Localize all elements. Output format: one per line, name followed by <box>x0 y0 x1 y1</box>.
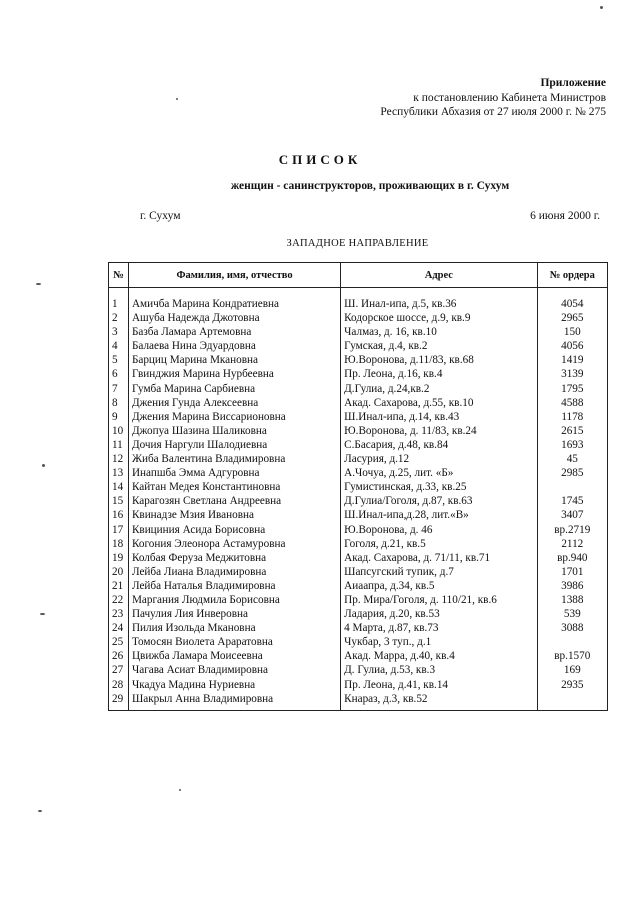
cell-order-number: 4588 <box>537 396 607 410</box>
spacer-cell <box>128 288 340 298</box>
table-row <box>109 396 608 410</box>
cell-order-number: 1693 <box>537 438 607 452</box>
document-title: СПИСОК <box>278 152 362 167</box>
cell-order-number <box>537 635 607 649</box>
cell-number: 15 <box>109 494 129 508</box>
cell-full-name: Цвижба Ламара Моисеевна <box>128 649 340 663</box>
cell-order-number: 539 <box>537 607 607 621</box>
spacer-cell <box>537 288 607 298</box>
cell-full-name: Лейба Лиана Владимировна <box>128 565 340 579</box>
cell-full-name: Джения Марина Виссарионовна <box>128 410 340 424</box>
cell-full-name: Гумба Марина Сарбиевна <box>128 382 340 396</box>
cell-number: 25 <box>109 635 129 649</box>
cell-order-number: 1419 <box>537 353 607 367</box>
cell-full-name: Квинадзе Мзия Ивановна <box>128 508 340 522</box>
table-row <box>109 382 608 396</box>
cell-full-name: Амичба Марина Кондратиевна <box>128 297 340 311</box>
table-row <box>109 508 608 522</box>
cell-full-name: Томосян Виолета Араратовна <box>128 635 340 649</box>
cell-address: Пр. Леона, д.16, кв.4 <box>341 367 537 381</box>
cell-order-number: 45 <box>537 452 607 466</box>
cell-number: 8 <box>109 396 129 410</box>
table-spacer-row <box>109 288 608 298</box>
cell-address: Чалмаз, д. 16, кв.10 <box>341 325 537 339</box>
cell-full-name: Гвинджия Марина Нурбеевна <box>128 367 340 381</box>
cell-order-number: 150 <box>537 325 607 339</box>
cell-order-number: 4054 <box>537 297 607 311</box>
cell-address: Пр. Мира/Гоголя, д. 110/21, кв.6 <box>341 593 537 607</box>
scan-speck <box>179 789 181 791</box>
scan-speck <box>36 283 41 285</box>
table-row <box>109 565 608 579</box>
document-subtitle: женщин - санинструкторов, проживающих в г. Сухум <box>230 180 510 192</box>
cell-full-name: Карагозян Светлана Андреевна <box>128 494 340 508</box>
table-row <box>109 339 608 353</box>
cell-full-name: Пилия Изольда Мкановна <box>128 621 340 635</box>
cell-full-name: Кайтан Медея Константиновна <box>128 480 340 494</box>
cell-address: С.Басария, д.48, кв.84 <box>341 438 537 452</box>
cell-address: Ласурия, д.12 <box>341 452 537 466</box>
cell-address: Шапсугский тупик, д.7 <box>341 565 537 579</box>
table-header-row <box>109 263 608 288</box>
cell-number: 12 <box>109 452 129 466</box>
cell-order-number: 2985 <box>537 466 607 480</box>
table-row <box>109 494 608 508</box>
cell-address: Д. Гулиа, д.53, кв.3 <box>341 663 537 677</box>
cell-number: 11 <box>109 438 129 452</box>
cell-order-number: 3407 <box>537 508 607 522</box>
cell-address: Гумистинская, д.33, кв.25 <box>341 480 537 494</box>
header-address: Адрес <box>341 263 537 288</box>
cell-address: Гоголя, д.21, кв.5 <box>341 537 537 551</box>
cell-full-name: Дочия Наргули Шалодиевна <box>128 438 340 452</box>
table-row <box>109 579 608 593</box>
cell-order-number: 3986 <box>537 579 607 593</box>
cell-order-number <box>537 480 607 494</box>
scan-speck <box>38 810 42 812</box>
cell-order-number: вр.2719 <box>537 523 607 537</box>
annex-line-1: к постановлению Кабинета Министров <box>413 91 606 104</box>
table-row <box>109 480 608 494</box>
cell-number: 26 <box>109 649 129 663</box>
cell-address: Аиаапра, д.34, кв.5 <box>341 579 537 593</box>
cell-number: 23 <box>109 607 129 621</box>
cell-number: 21 <box>109 579 129 593</box>
cell-full-name: Чагава Асиат Владимировна <box>128 663 340 677</box>
table-row <box>109 466 608 480</box>
women-list-table <box>108 262 608 711</box>
direction-heading: ЗАПАДНОЕ НАПРАВЛЕНИЕ <box>286 238 429 249</box>
cell-number: 6 <box>109 367 129 381</box>
table-row <box>109 438 608 452</box>
cell-order-number: 2965 <box>537 311 607 325</box>
cell-full-name: Джения Гунда Алексеевна <box>128 396 340 410</box>
cell-full-name: Чкадуа Мадина Нуриевна <box>128 678 340 692</box>
table-row <box>109 424 608 438</box>
cell-address: Кнараз, д.3, кв.52 <box>341 692 537 711</box>
cell-full-name: Маргания Людмила Борисовна <box>128 593 340 607</box>
cell-address: Чукбар, 3 туп., д.1 <box>341 635 537 649</box>
cell-order-number: 169 <box>537 663 607 677</box>
cell-address: Акад. Марра, д.40, кв.4 <box>341 649 537 663</box>
spacer-cell <box>109 288 129 298</box>
cell-number: 22 <box>109 593 129 607</box>
city-label: г. Сухум <box>140 210 181 222</box>
cell-address: Д.Гулиа/Гоголя, д.87, кв.63 <box>341 494 537 508</box>
cell-order-number: 1178 <box>537 410 607 424</box>
table-row <box>109 452 608 466</box>
cell-address: Д.Гулиа, д.24,кв.2 <box>341 382 537 396</box>
cell-address: А.Чочуа, д.25, лит. «Б» <box>341 466 537 480</box>
cell-order-number: 2112 <box>537 537 607 551</box>
cell-address: Акад. Сахарова, д.55, кв.10 <box>341 396 537 410</box>
cell-order-number: 2615 <box>537 424 607 438</box>
cell-order-number: 4056 <box>537 339 607 353</box>
header-full-name: Фамилия, имя, отчество <box>128 263 340 288</box>
spacer-cell <box>341 288 537 298</box>
cell-full-name: Барциц Марина Мкановна <box>128 353 340 367</box>
cell-full-name: Базба Ламара Артемовна <box>128 325 340 339</box>
cell-order-number: 1388 <box>537 593 607 607</box>
cell-full-name: Шакрыл Анна Владимировна <box>128 692 340 711</box>
scan-speck <box>40 613 45 615</box>
table-row <box>109 593 608 607</box>
cell-number: 27 <box>109 663 129 677</box>
cell-order-number: 1795 <box>537 382 607 396</box>
cell-address: Ю.Воронова, д. 11/83, кв.24 <box>341 424 537 438</box>
cell-address: Ю.Воронова, д. 46 <box>341 523 537 537</box>
cell-full-name: Когония Элеонора Астамуровна <box>128 537 340 551</box>
cell-address: Ш. Инал-ипа, д.5, кв.36 <box>341 297 537 311</box>
cell-full-name: Колбая Феруза Меджитовна <box>128 551 340 565</box>
table-row <box>109 353 608 367</box>
annex-block <box>380 76 606 120</box>
table-row <box>109 325 608 339</box>
scan-speck <box>600 6 603 9</box>
cell-number: 20 <box>109 565 129 579</box>
header-order-number: № ордера <box>537 263 607 288</box>
cell-number: 3 <box>109 325 129 339</box>
cell-number: 1 <box>109 297 129 311</box>
cell-order-number: 1745 <box>537 494 607 508</box>
cell-number: 18 <box>109 537 129 551</box>
cell-address: Ш.Инал-ипа, д.14, кв.43 <box>341 410 537 424</box>
table-row <box>109 663 608 677</box>
table-row <box>109 635 608 649</box>
cell-full-name: Квициния Асида Борисовна <box>128 523 340 537</box>
table-row <box>109 410 608 424</box>
cell-order-number: вр.940 <box>537 551 607 565</box>
cell-address: Кодорское шоссе, д.9, кв.9 <box>341 311 537 325</box>
table-row <box>109 311 608 325</box>
cell-number: 7 <box>109 382 129 396</box>
table-row <box>109 551 608 565</box>
table-row <box>109 678 608 692</box>
cell-address: Акад. Сахарова, д. 71/11, кв.71 <box>341 551 537 565</box>
cell-number: 19 <box>109 551 129 565</box>
cell-number: 24 <box>109 621 129 635</box>
header-number: № <box>109 263 129 288</box>
table-row <box>109 367 608 381</box>
annex-title: Приложение <box>540 77 606 89</box>
cell-number: 14 <box>109 480 129 494</box>
cell-full-name: Ашуба Надежда Джотовна <box>128 311 340 325</box>
table-row <box>109 621 608 635</box>
cell-number: 9 <box>109 410 129 424</box>
cell-address: Гумская, д.4, кв.2 <box>341 339 537 353</box>
cell-order-number: 1701 <box>537 565 607 579</box>
table-row <box>109 523 608 537</box>
cell-number: 5 <box>109 353 129 367</box>
cell-order-number: вр.1570 <box>537 649 607 663</box>
cell-full-name: Жиба Валентина Владимировна <box>128 452 340 466</box>
cell-number: 4 <box>109 339 129 353</box>
cell-number: 28 <box>109 678 129 692</box>
table-row <box>109 297 608 311</box>
cell-number: 13 <box>109 466 129 480</box>
cell-order-number: 2935 <box>537 678 607 692</box>
annex-line-2: Республики Абхазия от 27 июля 2000 г. № 275 <box>380 106 606 118</box>
cell-full-name: Лейба Наталья Владимировна <box>128 579 340 593</box>
document-date: 6 июня 2000 г. <box>530 210 600 222</box>
table-row <box>109 649 608 663</box>
scan-speck <box>176 98 178 100</box>
table-row <box>109 537 608 551</box>
cell-full-name: Инапшба Эмма Адгуровна <box>128 466 340 480</box>
cell-full-name: Балаева Нина Эдуардовна <box>128 339 340 353</box>
cell-order-number <box>537 692 607 711</box>
scan-speck <box>42 464 45 467</box>
cell-full-name: Пачулия Лия Инверовна <box>128 607 340 621</box>
cell-address: Ладария, д.20, кв.53 <box>341 607 537 621</box>
cell-address: Пр. Леона, д.41, кв.14 <box>341 678 537 692</box>
cell-full-name: Джопуа Шазина Шаликовна <box>128 424 340 438</box>
cell-order-number: 3139 <box>537 367 607 381</box>
cell-number: 16 <box>109 508 129 522</box>
cell-address: Ю.Воронова, д.11/83, кв.68 <box>341 353 537 367</box>
cell-address: 4 Марта, д.87, кв.73 <box>341 621 537 635</box>
table-row <box>109 607 608 621</box>
cell-number: 29 <box>109 692 129 711</box>
cell-address: Ш.Инал-ипа,д.28, лит.«В» <box>341 508 537 522</box>
cell-number: 10 <box>109 424 129 438</box>
cell-number: 17 <box>109 523 129 537</box>
cell-order-number: 3088 <box>537 621 607 635</box>
table-row <box>109 692 608 711</box>
cell-number: 2 <box>109 311 129 325</box>
